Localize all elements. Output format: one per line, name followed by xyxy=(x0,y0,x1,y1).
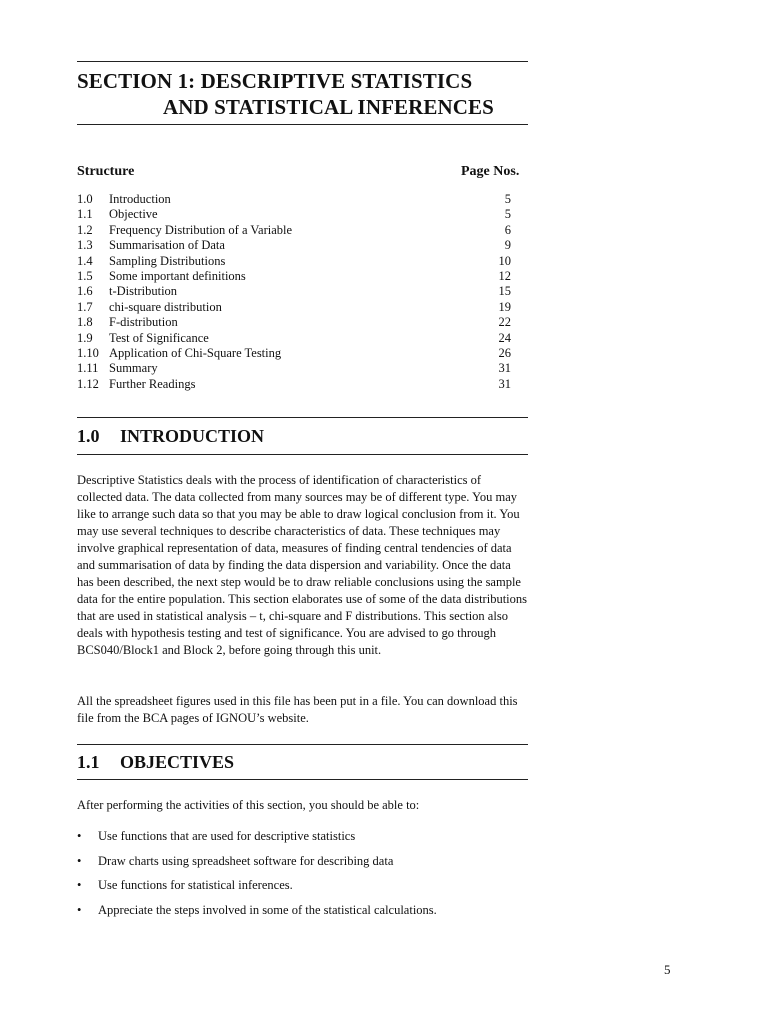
structure-label: Structure xyxy=(77,164,135,179)
toc-row xyxy=(77,346,517,361)
objectives-heading-text: OBJECTIVES xyxy=(120,752,235,772)
introduction-heading xyxy=(77,426,264,447)
introduction-paragraph: Descriptive Statistics deals with the process of identification of characteristics of collected data. The data collected from many sources may be of different type. You may like to arrange such data so that you may be able to draw logical conclusion from it. You may use several techniques to describe characteristics of data. These techniques may involve graphical representation of data, measures of finding central tendencies of data and summarisation of data by finding the data dispersion and variability. Once the data has been described, the next step would be to draw reliable conclusions using the sample data for the entire population. This section elaborates use of some of the data distributions that are used in statistical analysis – t, chi-square and F distributions. This section also deals with hypothesis testing and test of significance. You are advised to go through BCS040/Block1 and Block 2, before going through this unit. xyxy=(77,473,527,657)
section-title-line2: AND STATISTICAL INFERENCES xyxy=(163,95,494,119)
toc-number: 1.6 xyxy=(77,284,93,299)
bullet-icon: • xyxy=(77,853,82,868)
introduction-bottom-rule xyxy=(77,454,528,455)
toc-row xyxy=(77,223,517,238)
objective-text: Use functions that are used for descriptive statistics xyxy=(98,829,356,843)
toc-page: 26 xyxy=(498,345,511,360)
toc-title: Further Readings xyxy=(109,376,196,391)
toc-number: 1.11 xyxy=(77,361,99,376)
toc-row xyxy=(77,300,517,315)
objectives-top-rule xyxy=(77,744,528,745)
introduction-heading-text: INTRODUCTION xyxy=(120,426,265,446)
toc-number: 1.8 xyxy=(77,315,93,330)
toc-row xyxy=(77,238,517,253)
toc-number: 1.7 xyxy=(77,299,93,314)
title-top-rule xyxy=(77,61,528,62)
toc-page: 5 xyxy=(504,192,511,206)
toc-title: Summarisation of Data xyxy=(109,238,225,253)
toc-title: Application of Chi-Square Testing xyxy=(109,345,282,360)
toc-row xyxy=(77,284,517,299)
toc-row xyxy=(77,377,517,392)
introduction-download-note: All the spreadsheet figures used in this file has been put in a file. You can download this file from the BCA pages of IGNOU’s website. xyxy=(77,694,518,725)
section-title xyxy=(77,68,494,120)
toc-title: Some important definitions xyxy=(109,268,246,283)
bullet-icon: • xyxy=(77,902,82,917)
list-item xyxy=(77,900,529,925)
toc-row xyxy=(77,269,517,284)
table-of-contents xyxy=(77,192,517,392)
toc-page: 5 xyxy=(504,207,511,222)
toc-title: Frequency Distribution of a Variable xyxy=(109,222,293,237)
objectives-bottom-rule xyxy=(77,779,528,780)
toc-number: 1.3 xyxy=(77,238,93,253)
list-item xyxy=(77,826,529,851)
objectives-heading-number: 1.1 xyxy=(77,752,100,772)
toc-row xyxy=(77,192,517,207)
toc-title: Objective xyxy=(109,207,158,222)
toc-title: Summary xyxy=(109,361,158,376)
list-item xyxy=(77,875,529,900)
toc-page: 31 xyxy=(498,376,511,391)
page-nos-label: Page Nos. xyxy=(461,164,520,179)
toc-number: 1.1 xyxy=(77,207,93,222)
toc-page: 10 xyxy=(498,253,511,268)
objective-text: Use functions for statistical inferences. xyxy=(98,878,293,892)
bullet-icon: • xyxy=(77,829,82,843)
toc-row xyxy=(77,254,517,269)
toc-page: 19 xyxy=(498,299,511,314)
list-item xyxy=(77,851,529,876)
toc-row xyxy=(77,315,517,330)
toc-number: 1.0 xyxy=(77,192,93,206)
objective-text: Draw charts using spreadsheet software for describing data xyxy=(98,853,394,868)
introduction-heading-number: 1.0 xyxy=(77,426,100,446)
toc-page: 22 xyxy=(498,315,511,330)
toc-row xyxy=(77,361,517,376)
toc-number: 1.4 xyxy=(77,253,93,268)
section-title-line1: SECTION 1: DESCRIPTIVE STATISTICS xyxy=(77,69,473,93)
bullet-icon: • xyxy=(77,878,82,892)
toc-title: Sampling Distributions xyxy=(109,253,226,268)
toc-number: 1.2 xyxy=(77,222,93,237)
toc-title: Test of Significance xyxy=(109,330,209,345)
toc-page: 24 xyxy=(498,330,511,345)
toc-page: 12 xyxy=(498,268,511,283)
objectives-list xyxy=(77,826,529,924)
toc-row xyxy=(77,331,517,346)
toc-number: 1.9 xyxy=(77,330,93,345)
page-number: 5 xyxy=(664,962,671,977)
toc-row xyxy=(77,207,517,222)
objectives-heading xyxy=(77,752,234,773)
objective-text: Appreciate the steps involved in some of the statistical calculations. xyxy=(98,902,437,917)
title-bottom-rule xyxy=(77,124,528,125)
toc-number: 1.12 xyxy=(77,376,99,391)
toc-title: t-Distribution xyxy=(109,284,178,299)
toc-title: F-distribution xyxy=(109,315,178,330)
objectives-intro: After performing the activities of this section, you should be able to: xyxy=(77,798,420,812)
toc-number: 1.10 xyxy=(77,345,99,360)
toc-page: 9 xyxy=(504,238,511,253)
introduction-top-rule xyxy=(77,417,528,418)
toc-number: 1.5 xyxy=(77,268,93,283)
toc-title: Introduction xyxy=(109,192,171,206)
toc-page: 31 xyxy=(498,361,511,376)
toc-title: chi-square distribution xyxy=(109,299,222,314)
toc-page: 6 xyxy=(504,222,511,237)
toc-page: 15 xyxy=(498,284,511,299)
